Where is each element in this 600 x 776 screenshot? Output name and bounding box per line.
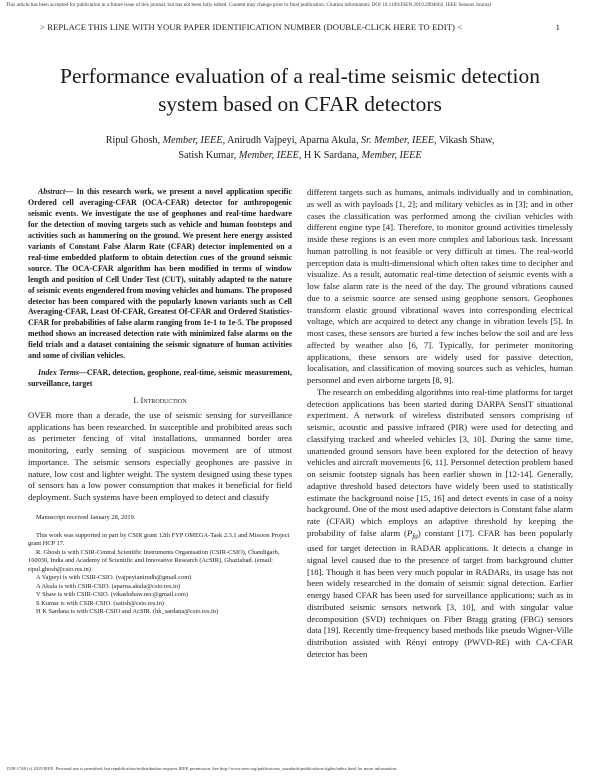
author-role: Member, IEEE: [238, 149, 299, 161]
left-column: [28, 187, 292, 617]
author-name: , H K Sardana,: [298, 149, 362, 161]
abstract-label: Abstract: [38, 187, 66, 196]
section-title: Introduction: [140, 395, 187, 406]
body-paragraph: [307, 387, 573, 661]
body-paragraph: different targets such as humans, animals individually and in combination, as well as with payloads [1, 2]; and military vehicles as in [3]; and in other cases the classification was performed among the civilian vehicles with different engine type [4]. Therefore, to monitor ground activities timelessly inside these regions is an even more complex and laborious task. Incessant human patrolling is not feasible or very difficult at times. The real-world perception data is multi-dimensional which often takes time to decipher and visualize. As a result, automatic real-time detection of seismic events with a low false alarm rate is the need of the day. The ground vibrations caused due to a seismic source are sensed using geophone sensors. Geophones transform elastic ground vibrational waves into corresponding electrical voltage, which are acquired to detect any change in vibration levels [5]. In most cases, these sensors are buried a few inches below the soil and are less affected by weather also [6, 7]. Typically, for perimeter monitoring applications, these sensors are widely used for passive detection, localisation, and classification of moving sources such as vehicles, human personnel and even airborne targets [8, 9].: [307, 187, 573, 385]
right-column: [307, 187, 573, 661]
index-terms-text: CFAR, detection, geophone, real-time, seismic measurement, surveillance, target: [28, 368, 293, 389]
author-role: Member, IEEE: [162, 135, 223, 146]
journal-acceptance-note: This article has been accepted for publication in a future issue of this journal, but has not been fully edited. Content may change prior to final publication. Citation information: DOI 10.1109/JSEN.2019.2904662, IEEE Sensors Journal: [6, 2, 492, 8]
pfa-subscript: fa: [412, 532, 418, 541]
header-text: > REPLACE THIS LINE WITH YOUR PAPER IDENTIFICATION NUMBER (DOUBLE-CLICK HERE TO EDIT) <: [40, 22, 463, 32]
author-list: [60, 134, 540, 163]
footnotes: [28, 532, 292, 617]
pfa-symbol: P: [406, 527, 413, 538]
abstract-dash: —: [65, 187, 77, 196]
paragraph-text: The research on embedding algorithms into real-time platforms for target detection applications has been started during DARPA SensIT situational experiment. A network of wireless distributed sensors comprising of seismic, acoustic and passive infrared (PIR) were used for detecting and classifying tracked and wheeled vehicles [3, 10]. During the same time, unattended ground sensors have been explored for the detection of heavy vehicles and aircraft movements [6, 11]. Personnel detection problem based on seismic footstep signals has been earlier shown in [12-14]. Generally, adaptive threshold based detectors have widely been used to statistically estimate the background noise [15, 16] and detect events in case of a noisy background. One of the most used adaptive detectors is Constant false alarm rate (CFAR) which employs an adaptive threshold by keeping the probability of false alarm (: [307, 386, 573, 538]
footnote: V Shaw is with CSIR-CSIO. (vikashshaw.nec@gmail.com): [36, 591, 188, 599]
author-line-2: [60, 149, 540, 164]
manuscript-received: Manuscript received January 28, 2019.: [36, 513, 136, 521]
footnote: A Vajpeyi is with CSIR-CSIO. (vajpeyianirudh@gmail.com): [36, 574, 192, 582]
index-terms-label: Index Terms: [38, 368, 79, 378]
abstract: [28, 187, 292, 362]
paper-title: Performance evaluation of a real-time seismic detection system based on CFAR detectors: [60, 64, 540, 116]
author-role: Sr. Member, IEEE: [361, 135, 435, 146]
author-name: Satish Kumar,: [178, 149, 239, 161]
author-line-1: [60, 134, 540, 149]
section-heading-introduction: [28, 395, 292, 407]
page-number: 1: [555, 22, 560, 32]
author-name: Ripul Ghosh,: [105, 135, 163, 146]
section-numeral: I.: [133, 395, 141, 406]
footnote: R. Ghosh is with CSIR-Central Scientific Instruments Organisation (CSIR-CSIO), Chandigarh, 160030, India and Academy of Scientific and Innovative Research (AcSIR), Ghaziabad. (email: ripul.ghosh@csio.res.in): [28, 548, 280, 573]
author-name: , Anirudh Vajpeyi, Aparna Akula,: [222, 135, 362, 146]
index-terms-dash: —: [78, 368, 87, 378]
footnote: A Akula is with CSIR-CSIO. (aparna.akula@csio.res.in): [36, 582, 181, 590]
footnote: S Kumar is with CSIR-CSIO. (satish@csio.res.in): [36, 599, 165, 607]
copyright-note: 1558-1748 (c) 2019 IEEE. Personal use is permitted, but republication/redistribution requires IEEE permission. See http://www.ieee.org/publications_standards/publications/rights/index.html for more information.: [6, 766, 398, 771]
page-header: [40, 22, 560, 32]
author-name: , Vikash Shaw,: [434, 135, 495, 146]
abstract-text: In this research work, we present a novel application specific Ordered cell averaging-CFAR (OCA-CFAR) detector for anthropogenic seismic events. We investigate the use of geophones and real-time hardware for the detection of moving targets such as vehicle and human footsteps and activities such as hammering on the ground. We present here energy assisted variants of Constant False Alarm Rate (CFAR) detector implemented on a real-time embedded platform to obtain detection cues of the ground seismic source. The OCA-CFAR algorithm has been modified in terms of window length and position of Cell Under Test (CUT), suitably adapted to the nature of seismic events engendered from moving vehicles and humans. The proposed detector has been compared with the popularly known variants such as Cell Averaging-CFAR, Least Of-CFAR, Greatest Of-CFAR and Ordered Statistics-CFAR for probabilities of false alarm ranging from 1e-1 to 1e-5. The proposed method shows an increased detection rate with minimized false alarms on the field trials and a dataset containing the seismic signature of human activities and some of civilian vehicles.: [28, 187, 292, 361]
footnote: This work was supported in part by CSIR grant 12th FYP OMEGA-Task 2.3.1 and Mission Project grant HCP 17.: [28, 531, 290, 548]
index-terms: [28, 368, 292, 390]
footnote: H K Sardana is with CSIR-CSIO and AcSIR. (hk_sardana@csio.res.in): [36, 608, 219, 616]
paragraph-text: ) constant [17]. CFAR has been popularly used for target detection in RADAR applications. It detects a change in signal level caused due to the presence of target from background clutter [18]. Though it has been very much popular in RADARs, its usage has not been widely researched in the domain of seismic signal detection. Earlier energy based CFAR has been used for surveillance applications; such as in distributed seismic sensors network [3, 10], and with singular value decomposition (SVD) techniques on Fiber Bragg grating (FBG) sensors data [19]. Recently time-frequency based methods like pseudo Wigner-Ville distribution assisted with Rényi entropy (PWVD-RE) with CA-CFAR detector has been: [307, 527, 573, 659]
intro-paragraph: OVER more than a decade, the use of seismic sensing for surveillance applications has been researched. In susceptible and prohibited areas such as perimeter fencing of vital installations, unmanned border area monitoring, early sensing of suspicious movement are of utmost importance. The seismic sensors especially geophones are passive in nature, low cost and lighter weight. The system designed using these types of sensors has a low power consumption that makes it beneficial for field deployment. Such systems have been employed to detect and classify: [28, 409, 292, 503]
author-role: Member, IEEE: [361, 149, 422, 161]
